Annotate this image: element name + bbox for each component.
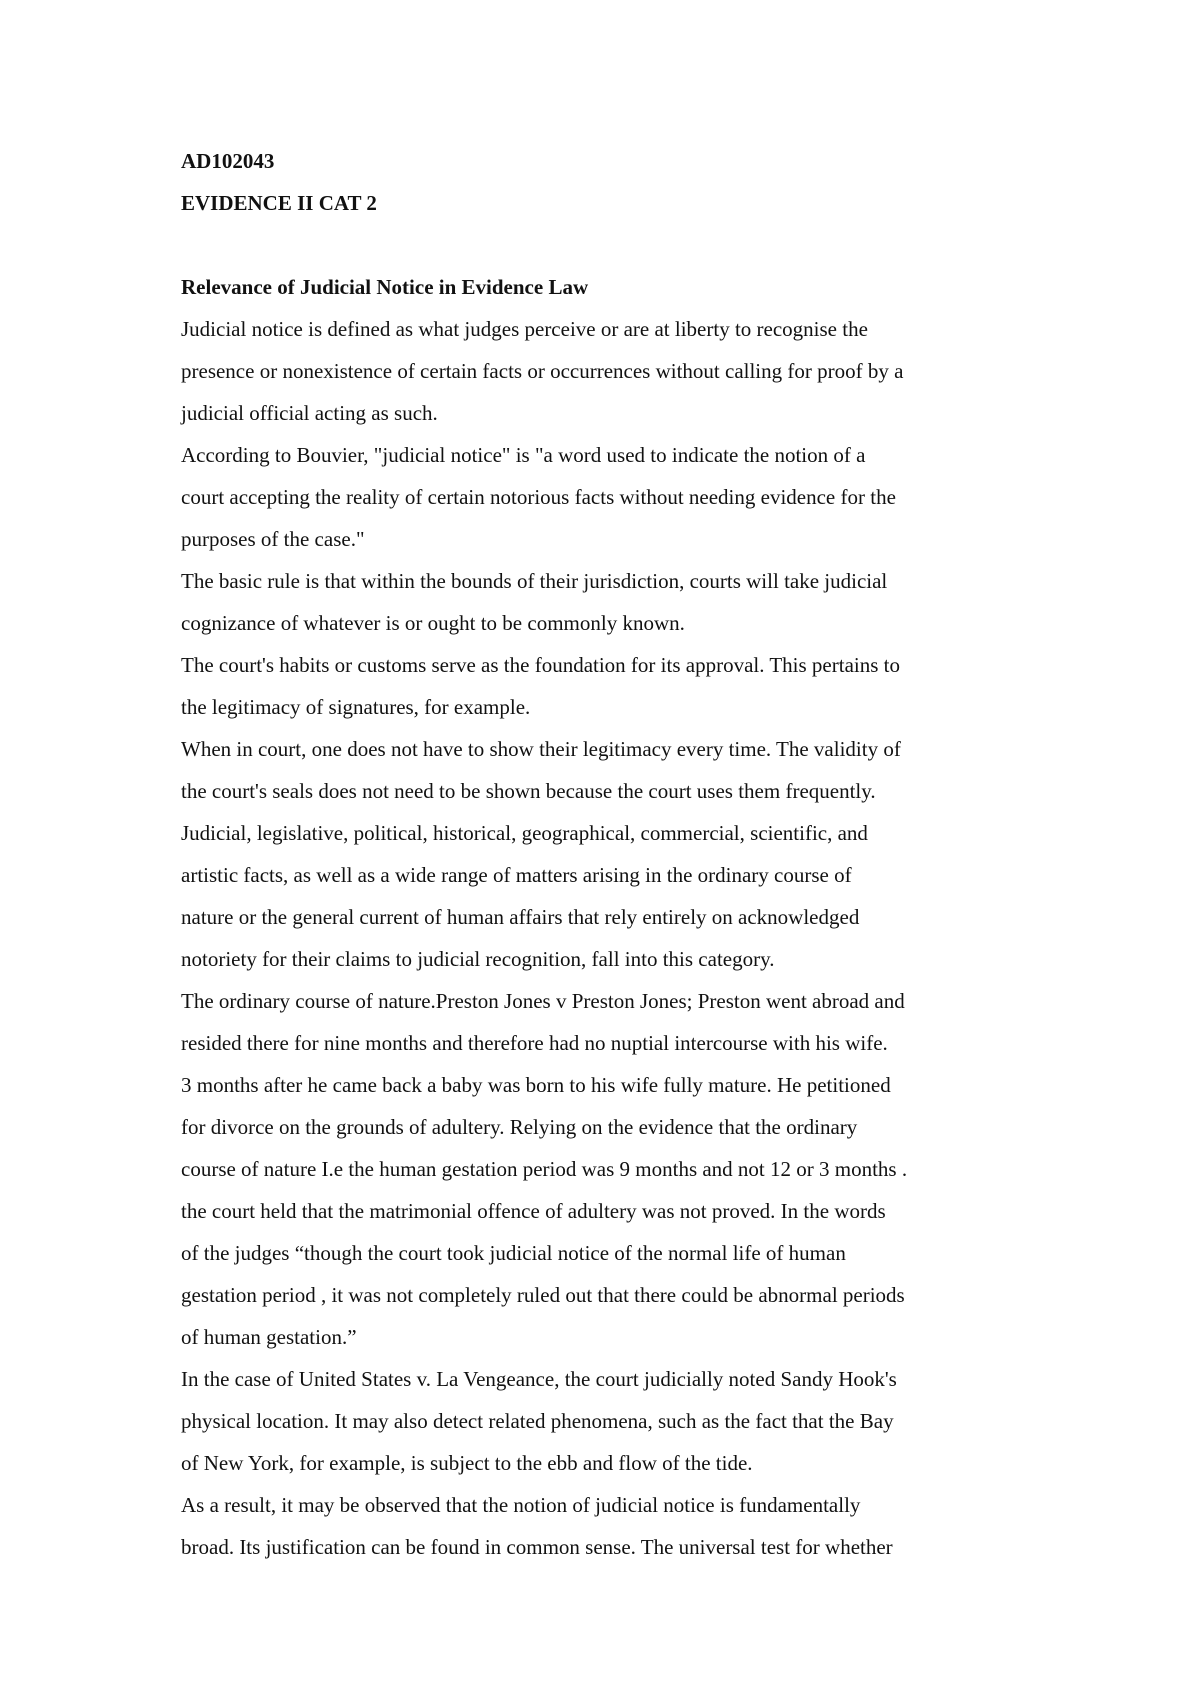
paragraph bbox=[181, 980, 1061, 1064]
paragraph-line: As a result, it may be observed that the notion of judicial notice is fundamentally bbox=[181, 1493, 861, 1517]
document-page bbox=[181, 140, 1061, 1568]
paragraph-line: the court's seals does not need to be shown because the court uses them frequently. bbox=[181, 779, 876, 803]
course-title: EVIDENCE II CAT 2 bbox=[181, 191, 377, 215]
paragraph-line: nature or the general current of human affairs that rely entirely on acknowledged bbox=[181, 905, 860, 929]
body-text bbox=[181, 308, 1061, 1568]
paragraph-line: Judicial, legislative, political, historical, geographical, commercial, scientific, and bbox=[181, 821, 868, 845]
paragraph bbox=[181, 308, 1061, 434]
paragraph-line: 3 months after he came back a baby was born to his wife fully mature. He petitioned bbox=[181, 1073, 891, 1097]
paragraph bbox=[181, 812, 1061, 980]
paragraph-line: purposes of the case." bbox=[181, 527, 365, 551]
paragraph-line: gestation period , it was not completely ruled out that there could be abnormal periods bbox=[181, 1283, 905, 1307]
paragraph bbox=[181, 560, 1061, 644]
paragraph-line: the court held that the matrimonial offence of adultery was not proved. In the words bbox=[181, 1199, 886, 1223]
paragraph-line: The court's habits or customs serve as the foundation for its approval. This pertains to bbox=[181, 653, 900, 677]
paragraph-line: of New York, for example, is subject to the ebb and flow of the tide. bbox=[181, 1451, 753, 1475]
paragraph-line: In the case of United States v. La Vengeance, the court judicially noted Sandy Hook's bbox=[181, 1367, 897, 1391]
paragraph bbox=[181, 644, 1061, 728]
paragraph-line: artistic facts, as well as a wide range of matters arising in the ordinary course of bbox=[181, 863, 852, 887]
paragraph-line: the legitimacy of signatures, for example. bbox=[181, 695, 531, 719]
paragraph-line: notoriety for their claims to judicial recognition, fall into this category. bbox=[181, 947, 775, 971]
paragraph bbox=[181, 434, 1061, 560]
paragraph-line: physical location. It may also detect related phenomena, such as the fact that the Bay bbox=[181, 1409, 894, 1433]
paragraph bbox=[181, 1064, 1061, 1358]
paragraph-line: When in court, one does not have to show their legitimacy every time. The validity of bbox=[181, 737, 901, 761]
paragraph bbox=[181, 1358, 1061, 1484]
paragraph-line: cognizance of whatever is or ought to be commonly known. bbox=[181, 611, 685, 635]
paragraph-line: presence or nonexistence of certain facts or occurrences without calling for proof by a bbox=[181, 359, 904, 383]
paragraph-line: Judicial notice is defined as what judges perceive or are at liberty to recognise the bbox=[181, 317, 868, 341]
paragraph-line: course of nature I.e the human gestation period was 9 months and not 12 or 3 months . bbox=[181, 1157, 908, 1181]
paragraph-line: of human gestation.” bbox=[181, 1325, 357, 1349]
paragraph-line: broad. Its justification can be found in common sense. The universal test for whether bbox=[181, 1535, 893, 1559]
paragraph-line: The basic rule is that within the bounds of their jurisdiction, courts will take judicial bbox=[181, 569, 888, 593]
paragraph bbox=[181, 728, 1061, 812]
paragraph-line: for divorce on the grounds of adultery. Relying on the evidence that the ordinary bbox=[181, 1115, 858, 1139]
paragraph-line: judicial official acting as such. bbox=[181, 401, 438, 425]
paragraph-line: court accepting the reality of certain notorious facts without needing evidence for the bbox=[181, 485, 896, 509]
student-id: AD102043 bbox=[181, 149, 275, 173]
blank-line bbox=[181, 224, 1061, 266]
paragraph-line: The ordinary course of nature.Preston Jones v Preston Jones; Preston went abroad and bbox=[181, 989, 905, 1013]
paragraph-line: of the judges “though the court took judicial notice of the normal life of human bbox=[181, 1241, 846, 1265]
paragraph-line: resided there for nine months and therefore had no nuptial intercourse with his wife. bbox=[181, 1031, 888, 1055]
paragraph bbox=[181, 1484, 1061, 1568]
section-title: Relevance of Judicial Notice in Evidence Law bbox=[181, 275, 589, 299]
paragraph-line: According to Bouvier, "judicial notice" is "a word used to indicate the notion of a bbox=[181, 443, 866, 467]
